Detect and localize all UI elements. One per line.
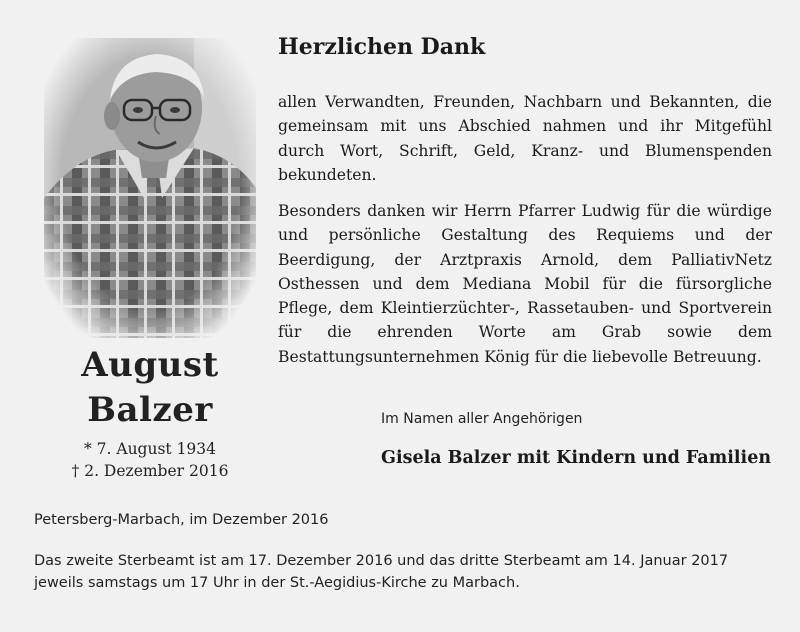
deceased-first-name: August (81, 345, 219, 385)
portrait-photo (44, 38, 256, 338)
service-notice: Das zweite Sterbeamt ist am 17. Dezember 2016 und das dritte Sterbeamt am 14. Januar 2017 jeweils samstags um 17 Uhr in der St.-Aegidius-Kirche zu Marbach. (34, 553, 729, 591)
thanks-heading: Herzlichen Dank (278, 34, 486, 60)
death-date: † 2. Dezember 2016 (71, 462, 229, 480)
birth-date: * 7. August 1934 (83, 440, 217, 458)
place-date: Petersberg-Marbach, im Dezember 2016 (34, 512, 329, 528)
thanks-paragraph-2: Besonders danken wir Herrn Pfarrer Ludwig für die würdige und persönliche Gestaltung des Requiems und der Beerdigung, der Arztpraxis Arnold, dem PalliativNetz Osthessen und dem Mediana Mobil für die fürsorgliche Pflege, dem Kleintierzüchter-, Rassetauben- und Sportverein für die ehrenden Worte am Grab sowie dem Bestattungsunternehmen König für die liebevolle Betreuung. (278, 202, 772, 366)
portrait-illustration (44, 38, 256, 338)
thanks-paragraph-1: allen Verwandten, Freunden, Nachbarn und Bekannten, die gemeinsam mit uns Abschied nahmen und ihr Mitgefühl durch Wort, Schrift, Geld, Kranz- und Blumenspenden bekundeten. (278, 93, 772, 184)
deceased-last-name: Balzer (87, 390, 213, 430)
signature-intro: Im Namen aller Angehörigen (381, 411, 583, 427)
signature-names: Gisela Balzer mit Kindern und Familien (381, 448, 772, 468)
